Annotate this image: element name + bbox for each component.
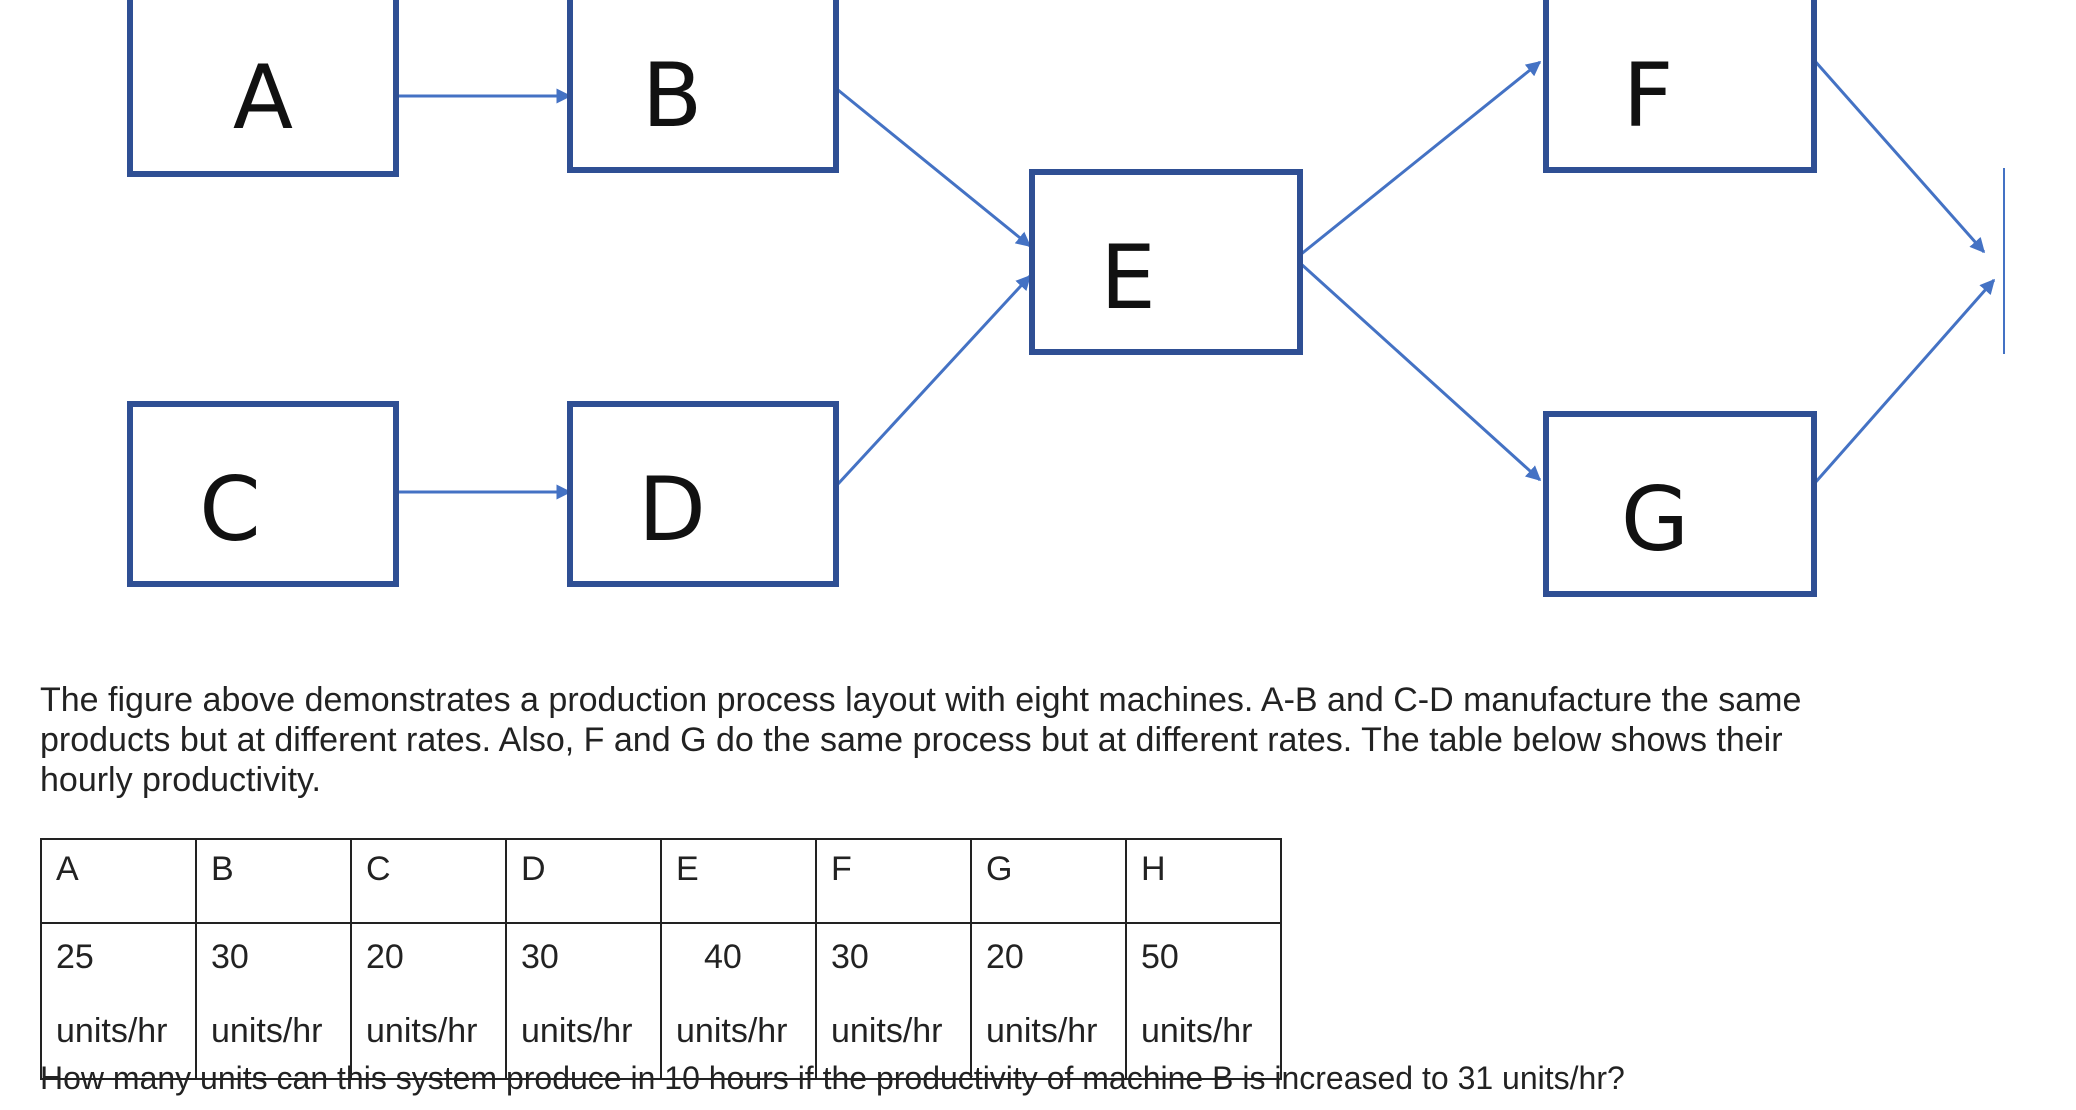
header-cell-g: G [971, 839, 1126, 923]
machine-node-e [1032, 172, 1300, 352]
value-cell-d [506, 923, 661, 1079]
rate-value: 20 [366, 938, 404, 976]
rate-value: 30 [211, 938, 249, 976]
arrow-d-to-e [838, 276, 1030, 484]
machine-label-b: B [641, 44, 703, 147]
table-header-row [41, 839, 1281, 923]
rate-unit: units/hr [831, 1012, 943, 1050]
value-cell-a [41, 923, 196, 1079]
rate-unit: units/hr [521, 1012, 633, 1050]
rate-value: 50 [1141, 938, 1179, 976]
value-cell-b [196, 923, 351, 1079]
rate-unit: units/hr [366, 1012, 478, 1050]
rate-value: 40 [704, 938, 742, 976]
value-cell-e [661, 923, 816, 1079]
rate-unit: units/hr [676, 1012, 788, 1050]
table-value-row [41, 923, 1281, 1079]
machine-label-f: F [1622, 44, 1674, 147]
problem-description: The figure above demonstrates a production process layout with eight machines. A-B and C-D manufacture the same products but at different rates. Also, F and G do the same process but at different rates. The table below shows their hourly productivity. [40, 681, 1802, 799]
arrow-e-to-g [1300, 263, 1540, 480]
header-cell-d: D [506, 839, 661, 923]
machine-node-a [130, 0, 396, 174]
header-cell-f: F [816, 839, 971, 923]
productivity-table [40, 838, 1282, 1080]
rate-unit: units/hr [986, 1012, 1098, 1050]
arrow-b-to-e [838, 90, 1030, 246]
rate-value: 30 [521, 938, 559, 976]
rate-unit: units/hr [1141, 1012, 1253, 1050]
value-cell-f [816, 923, 971, 1079]
arrow-f-to-h [1814, 60, 1984, 252]
rate-value: 20 [986, 938, 1024, 976]
machine-node-b [570, 0, 836, 170]
header-cell-a: A [41, 839, 196, 923]
arrow-e-to-f [1300, 62, 1540, 255]
header-cell-e: E [661, 839, 816, 923]
machine-label-c: C [199, 458, 261, 561]
machine-node-f [1546, 0, 1814, 170]
header-cell-b: B [196, 839, 351, 923]
header-cell-h: H [1126, 839, 1281, 923]
question-text: How many units can this system produce in 10 hours if the productivity of machine B is increased to 31 units/hr? [40, 1060, 1625, 1096]
value-cell-g [971, 923, 1126, 1079]
rate-value: 30 [831, 938, 869, 976]
value-cell-c [351, 923, 506, 1079]
machine-node-g [1546, 414, 1814, 594]
rate-value: 25 [56, 938, 94, 976]
rate-unit: units/hr [211, 1012, 323, 1050]
machine-label-e: E [1100, 226, 1156, 329]
machine-node-d [570, 404, 836, 584]
arrow-g-to-h [1814, 280, 1994, 484]
header-cell-c: C [351, 839, 506, 923]
rate-unit: units/hr [56, 1012, 168, 1050]
value-cell-h [1126, 923, 1281, 1079]
machine-label-g: G [1620, 468, 1690, 571]
machine-label-a: A [232, 46, 294, 149]
machine-label-d: D [638, 458, 706, 561]
machine-node-c [130, 404, 396, 584]
